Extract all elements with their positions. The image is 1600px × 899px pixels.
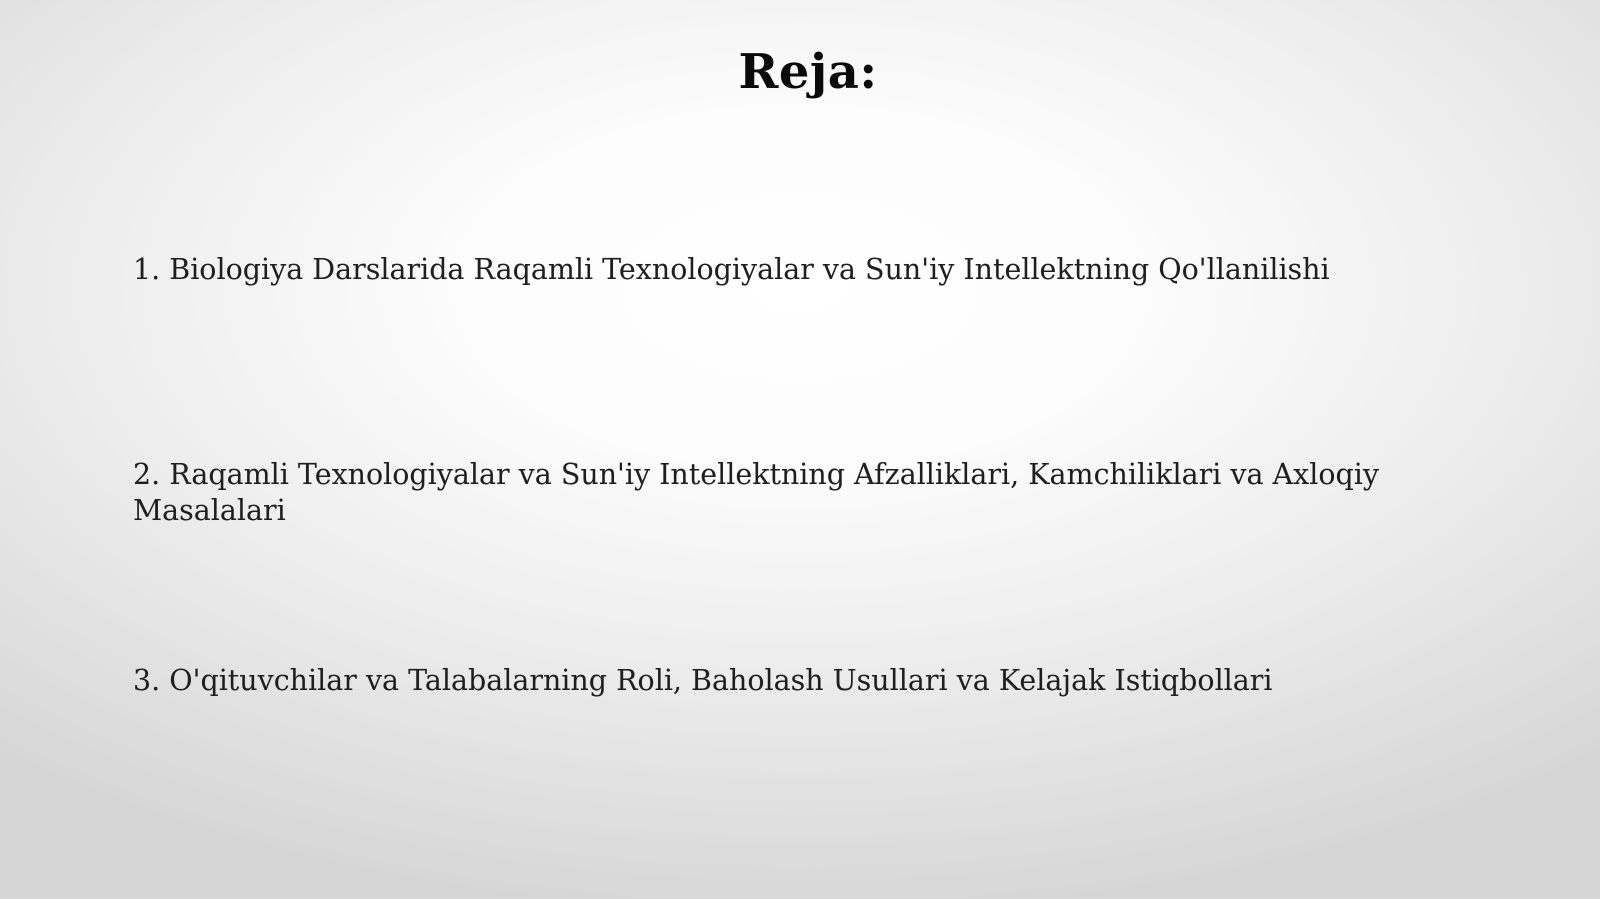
- plan-item-3: 3. O'qituvchilar va Talabalarning Roli, Baholash Usullari va Kelajak Istiqbollari: [133, 664, 1273, 697]
- plan-item-2: 2. Raqamli Texnologiyalar va Sun'iy Intellektning Afzalliklari, Kamchiliklari va Axloqiy Masalalari: [133, 458, 1379, 527]
- slide-title: Reja:: [738, 44, 878, 100]
- plan-item-1: 1. Biologiya Darslarida Raqamli Texnologiyalar va Sun'iy Intellektning Qo'llanilishi: [133, 253, 1330, 286]
